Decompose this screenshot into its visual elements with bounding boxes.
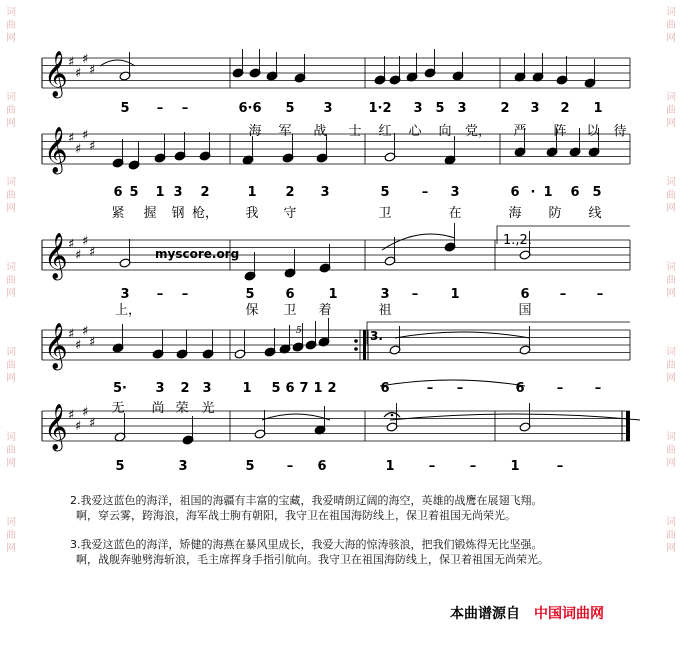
jianpu-note: 6 bbox=[317, 459, 327, 474]
jianpu-note: – bbox=[559, 287, 567, 302]
lyric-syllable: 战 bbox=[313, 124, 327, 139]
watermark-char: 词 bbox=[6, 432, 16, 443]
watermark-char: 网 bbox=[6, 373, 16, 384]
source-label: 本曲谱源自 bbox=[450, 606, 520, 622]
lyric-syllable: 着 bbox=[318, 303, 332, 318]
watermark-char: 曲 bbox=[6, 190, 16, 201]
watermark-char: 词 bbox=[666, 517, 676, 528]
lyric-syllable: 士 bbox=[348, 124, 362, 139]
verse-3 bbox=[70, 537, 630, 567]
watermark-char: 网 bbox=[6, 33, 16, 44]
lyric-syllable: 严 bbox=[513, 124, 527, 139]
watermark-char: 曲 bbox=[6, 530, 16, 541]
watermark-char: 网 bbox=[6, 458, 16, 469]
jianpu-note: 2 bbox=[500, 101, 510, 116]
watermark-char: 曲 bbox=[666, 190, 676, 201]
jianpu-note: – bbox=[469, 459, 477, 474]
jianpu-note: 1 bbox=[155, 185, 165, 200]
sharp-icon: ♯ bbox=[75, 338, 82, 353]
lyric-syllable: 国 bbox=[518, 303, 532, 318]
jianpu-note: – bbox=[156, 287, 164, 302]
jianpu-note: 6 bbox=[570, 185, 580, 200]
jianpu-note: – bbox=[421, 185, 429, 200]
jianpu-note: – bbox=[411, 287, 419, 302]
sharp-icon: ♯ bbox=[89, 139, 96, 154]
sharp-icon: ♯ bbox=[68, 408, 75, 423]
jianpu-note: 3 bbox=[320, 185, 330, 200]
jianpu-note: 6 bbox=[113, 185, 123, 200]
repeat-dot bbox=[354, 339, 358, 343]
watermark-char: 网 bbox=[6, 543, 16, 554]
watermark-char: 网 bbox=[666, 203, 676, 214]
jianpu-note: 2 bbox=[327, 381, 337, 396]
lyric-syllable: 在 bbox=[448, 206, 462, 221]
watermark-char: 曲 bbox=[666, 275, 676, 286]
jianpu-note: 1 bbox=[328, 287, 338, 302]
jianpu-note: 3 bbox=[413, 101, 423, 116]
watermark-char: 网 bbox=[666, 543, 676, 554]
treble-clef-icon: 𝄞 bbox=[44, 51, 68, 97]
volta-bracket-3 bbox=[367, 322, 630, 344]
jianpu-note: 5 bbox=[592, 185, 602, 200]
sharp-icon: ♯ bbox=[82, 52, 89, 67]
sharp-icon: ♯ bbox=[89, 245, 96, 260]
watermark-char: 网 bbox=[666, 33, 676, 44]
lyric-syllable: 向 bbox=[438, 124, 452, 139]
watermark-char: 词 bbox=[666, 177, 676, 188]
jianpu-note: 6 bbox=[515, 381, 525, 396]
lyric-syllable: 卫 bbox=[378, 206, 392, 221]
lyric-syllable: 阵 bbox=[553, 124, 567, 139]
lyric-syllable: 红 bbox=[378, 124, 392, 139]
sharp-icon: ♯ bbox=[68, 131, 75, 146]
jianpu-note: 2 bbox=[180, 381, 190, 396]
watermark-char: 曲 bbox=[6, 445, 16, 456]
watermark-char: 网 bbox=[666, 373, 676, 384]
jianpu-note: 1 bbox=[450, 287, 460, 302]
jianpu-note: 1 bbox=[543, 185, 553, 200]
treble-clef-icon: 𝄞 bbox=[44, 323, 68, 369]
sharp-icon: ♯ bbox=[82, 234, 89, 249]
jianpu-note: – bbox=[181, 101, 189, 116]
watermark-char: 网 bbox=[666, 288, 676, 299]
jianpu-note: 2 bbox=[200, 185, 210, 200]
sharp-icon: ♯ bbox=[82, 405, 89, 420]
treble-clef-icon: 𝄞 bbox=[44, 233, 68, 279]
slur bbox=[380, 380, 525, 386]
jianpu-note: 3 bbox=[120, 287, 130, 302]
lyric-syllable: 卫 bbox=[283, 303, 297, 318]
sharp-icon: ♯ bbox=[82, 128, 89, 143]
verse-2-line-1: 2.我爱这蓝色的海洋，祖国的海疆有丰富的宝藏，我爱晴朗辽阔的海空，英雄的战鹰在展翅飞翔。 bbox=[70, 494, 543, 507]
sharp-icon: ♯ bbox=[75, 248, 82, 263]
watermark-char: 词 bbox=[6, 347, 16, 358]
jianpu-note: 1 bbox=[593, 101, 603, 116]
jianpu-note: – bbox=[556, 459, 564, 474]
sharp-icon: ♯ bbox=[75, 419, 82, 434]
jianpu-note: 3 bbox=[202, 381, 212, 396]
watermark-char: 曲 bbox=[6, 20, 16, 31]
watermark-char: 曲 bbox=[6, 360, 16, 371]
jianpu-note: · bbox=[530, 185, 536, 200]
jianpu-note: 1 bbox=[385, 459, 395, 474]
lyric-syllable: 枪， bbox=[191, 206, 219, 221]
jianpu-note: – bbox=[596, 287, 604, 302]
watermark-char: 词 bbox=[666, 92, 676, 103]
jianpu-note: – bbox=[286, 459, 294, 474]
jianpu-note: 3 bbox=[173, 185, 183, 200]
watermark-char: 曲 bbox=[666, 445, 676, 456]
watermark-char: 网 bbox=[6, 288, 16, 299]
jianpu-note: 5 bbox=[245, 459, 255, 474]
jianpu-note: 6·6 bbox=[238, 101, 262, 116]
source-footer bbox=[450, 603, 604, 623]
watermark-char: 词 bbox=[666, 7, 676, 18]
jianpu-note: 3 bbox=[530, 101, 540, 116]
watermark-char: 曲 bbox=[666, 105, 676, 116]
treble-clef-icon: 𝄞 bbox=[44, 404, 68, 450]
lyric-syllable: 军 bbox=[278, 124, 292, 139]
jianpu-note: 6 bbox=[380, 381, 390, 396]
jianpu-note: 3 bbox=[380, 287, 390, 302]
watermark-char: 网 bbox=[666, 118, 676, 129]
jianpu-note: 1 bbox=[510, 459, 520, 474]
sharp-icon: ♯ bbox=[89, 416, 96, 431]
jianpu-note: 1·2 bbox=[368, 101, 392, 116]
lyric-syllable: 祖 bbox=[378, 303, 392, 318]
lyric-syllable: 线 bbox=[588, 206, 602, 221]
sharp-icon: ♯ bbox=[89, 63, 96, 78]
lyric-syllable: 以 bbox=[586, 124, 600, 139]
lyric-syllable: 我 bbox=[245, 206, 259, 221]
watermark-char: 网 bbox=[6, 118, 16, 129]
jianpu-note: 3 bbox=[323, 101, 333, 116]
jianpu-note: 5 bbox=[271, 381, 281, 396]
jianpu-note: – bbox=[156, 101, 164, 116]
jianpu-note: 7 bbox=[299, 381, 309, 396]
watermark-char: 网 bbox=[6, 203, 16, 214]
jianpu-note: – bbox=[428, 459, 436, 474]
watermark-char: 词 bbox=[6, 517, 16, 528]
slur bbox=[262, 414, 330, 420]
jianpu-note: – bbox=[456, 381, 464, 396]
jianpu-note: – bbox=[181, 287, 189, 302]
jianpu-note: 3 bbox=[178, 459, 188, 474]
lyric-syllable: 钢 bbox=[171, 206, 185, 221]
lyric-syllable: 防 bbox=[548, 206, 562, 221]
jianpu-note: 1 bbox=[313, 381, 323, 396]
lyric-syllable: 光 bbox=[201, 401, 215, 416]
verse-2 bbox=[70, 493, 630, 523]
jianpu-note: 3 bbox=[457, 101, 467, 116]
sharp-icon: ♯ bbox=[75, 142, 82, 157]
watermark-char: 网 bbox=[666, 458, 676, 469]
jianpu-note: 2 bbox=[560, 101, 570, 116]
watermark-char: 曲 bbox=[6, 275, 16, 286]
lyric-syllable: 海 bbox=[508, 206, 522, 221]
jianpu-note: 5 bbox=[129, 185, 139, 200]
watermark-char: 词 bbox=[666, 347, 676, 358]
jianpu-note: 5 bbox=[285, 101, 295, 116]
jianpu-note: 3 bbox=[155, 381, 165, 396]
verse-3-line-1: 3.我爱这蓝色的海洋，矫健的海燕在暴风里成长，我爱大海的惊涛骇浪，把我们锻炼得无比坚强。 bbox=[70, 538, 543, 551]
volta-label-1-2: 1.,2. bbox=[503, 233, 532, 248]
jianpu-note: 5 bbox=[115, 459, 125, 474]
lyric-syllable: 上， bbox=[114, 303, 142, 318]
watermark-char: 曲 bbox=[6, 105, 16, 116]
watermark-char: 曲 bbox=[666, 530, 676, 541]
jianpu-note: – bbox=[426, 381, 434, 396]
final-barline-thick bbox=[626, 411, 630, 441]
volta-label-3: 3. bbox=[370, 329, 383, 343]
jianpu-note: 5 bbox=[435, 101, 445, 116]
watermark-char: 词 bbox=[666, 262, 676, 273]
sharp-icon: ♯ bbox=[82, 324, 89, 339]
lyric-syllable: 握 bbox=[143, 206, 157, 221]
lyric-syllable: 海 bbox=[248, 124, 262, 139]
sharp-icon: ♯ bbox=[75, 66, 82, 81]
jianpu-note: – bbox=[556, 381, 564, 396]
lyric-syllable: 荣 bbox=[175, 401, 189, 416]
repeat-dot bbox=[354, 347, 358, 351]
treble-clef-icon: 𝄞 bbox=[44, 127, 68, 173]
jianpu-note: 6 bbox=[285, 287, 295, 302]
tuplet-number: 5 bbox=[296, 326, 302, 336]
jianpu-note: 1 bbox=[242, 381, 252, 396]
lyric-syllable: 保 bbox=[245, 303, 259, 318]
watermark-char: 曲 bbox=[666, 20, 676, 31]
sharp-icon: ♯ bbox=[89, 335, 96, 350]
lyric-syllable: 心 bbox=[408, 124, 422, 139]
sharp-icon: ♯ bbox=[68, 55, 75, 70]
watermark-text: myscore.org bbox=[155, 247, 240, 261]
verse-2-line-2: 啊，穿云雾，跨海浪，海军战士朐有朝阳，我守卫在祖国海防线上，保卫着祖国无尚荣光。 bbox=[76, 509, 516, 522]
sharp-icon: ♯ bbox=[68, 327, 75, 342]
fermata-dot bbox=[391, 414, 394, 417]
jianpu-note: 2 bbox=[285, 185, 295, 200]
jianpu-note: 1 bbox=[247, 185, 257, 200]
lyric-syllable: 守 bbox=[283, 206, 297, 221]
jianpu-note: – bbox=[594, 381, 602, 396]
jianpu-note: 6 bbox=[510, 185, 520, 200]
lyric-syllable: 紧 bbox=[111, 206, 125, 221]
watermark-char: 词 bbox=[6, 177, 16, 188]
lyric-syllable: 待 bbox=[613, 124, 627, 139]
repeat-barline-thick bbox=[363, 330, 366, 360]
jianpu-note: 3 bbox=[450, 185, 460, 200]
watermark-char: 曲 bbox=[666, 360, 676, 371]
verse-3-line-2: 啊，战舰奔驰劈海斩浪，毛主席挥身手指引航向。我守卫在祖国海防线上，保卫着祖国无尚荣光。 bbox=[76, 553, 549, 566]
jianpu-note: 6 bbox=[520, 287, 530, 302]
jianpu-note: 5 bbox=[120, 101, 130, 116]
lyric-syllable: 无 bbox=[111, 401, 125, 416]
watermark-char: 词 bbox=[666, 432, 676, 443]
watermark-char: 词 bbox=[6, 92, 16, 103]
jianpu-note: 5 bbox=[245, 287, 255, 302]
lyric-syllable: 尚 bbox=[151, 401, 165, 416]
source-site: 中国词曲网 bbox=[534, 606, 604, 622]
jianpu-note: 5· bbox=[113, 381, 127, 396]
watermark-char: 词 bbox=[6, 7, 16, 18]
jianpu-note: 5 bbox=[380, 185, 390, 200]
sharp-icon: ♯ bbox=[68, 237, 75, 252]
jianpu-note: 6 bbox=[285, 381, 295, 396]
slur bbox=[390, 414, 640, 420]
lyric-syllable: 党， bbox=[464, 124, 492, 139]
lyrics bbox=[111, 123, 626, 416]
watermark-char: 词 bbox=[6, 262, 16, 273]
